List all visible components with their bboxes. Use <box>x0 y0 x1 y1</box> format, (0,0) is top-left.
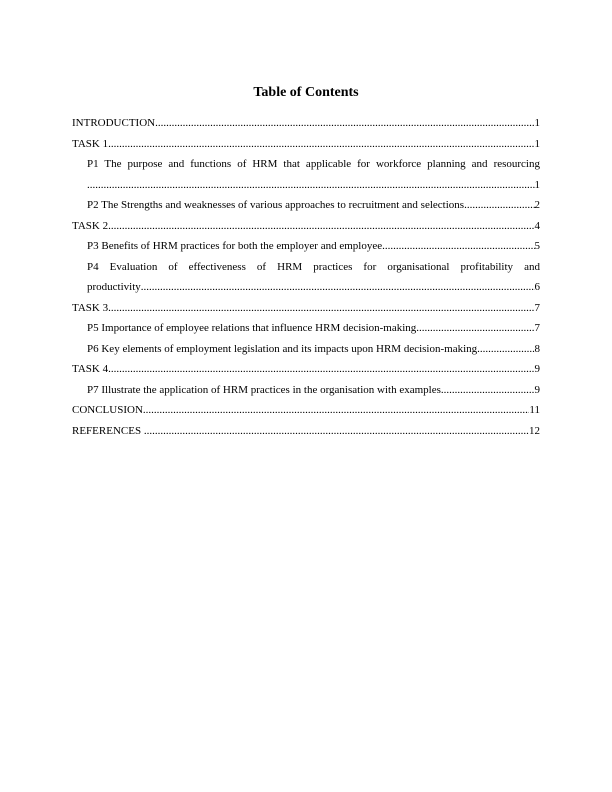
toc-page-number: 7 <box>534 301 540 314</box>
toc-entry-task-3[interactable] <box>72 298 540 319</box>
toc-dot-leader <box>382 236 534 257</box>
toc-page-number: 5 <box>534 240 540 252</box>
toc-dot-leader <box>141 277 535 298</box>
toc-entry-label: P2 The Strengths and weaknesses of various approaches to recruitment and selections <box>87 199 465 211</box>
toc-entry-p1[interactable] <box>72 154 540 195</box>
toc-entry-label: P5 Importance of employee relations that influence HRM decision-making <box>87 322 417 334</box>
toc-dot-leader <box>87 175 535 196</box>
toc-page-number: 1 <box>534 178 540 191</box>
toc-entry-references[interactable] <box>72 421 540 442</box>
toc-dot-leader <box>155 113 534 134</box>
toc-entry-p6[interactable] <box>72 339 540 360</box>
toc-entry-label: REFERENCES <box>72 424 144 437</box>
toc-entry-label: P4 Evaluation of effectiveness of HRM practices for organisational profitability and <box>87 260 540 273</box>
toc-dot-leader <box>143 400 530 421</box>
toc-entry-conclusion[interactable] <box>72 400 540 421</box>
toc-entry-p5[interactable] <box>72 318 540 339</box>
toc-title: Table of Contents <box>253 85 359 100</box>
toc-entry-label: TASK 1 <box>72 137 109 150</box>
toc-entry-p2[interactable] <box>72 195 540 216</box>
toc-entry-p3[interactable] <box>72 236 540 257</box>
toc-entry-p4[interactable] <box>72 257 540 298</box>
toc-dot-leader <box>144 421 529 442</box>
toc-entry-label: TASK 4 <box>72 363 109 375</box>
table-of-contents <box>72 84 540 441</box>
toc-dot-leader <box>441 380 535 401</box>
toc-dot-leader <box>108 359 534 380</box>
toc-entry-label-continued: productivity <box>87 281 141 293</box>
toc-entry-task-2[interactable] <box>72 216 540 237</box>
toc-dot-leader <box>477 339 534 360</box>
toc-dot-leader <box>464 195 534 216</box>
toc-page-number: 9 <box>534 383 540 396</box>
toc-page-number: 1 <box>534 117 540 129</box>
toc-dot-leader <box>108 216 534 237</box>
toc-entry-label: P6 Key elements of employment legislation and its impacts upon HRM decision-making <box>87 342 478 355</box>
toc-page-number: 7 <box>534 322 540 334</box>
toc-page-number: 9 <box>534 363 540 375</box>
toc-page-number: 2 <box>534 199 540 211</box>
toc-dot-leader <box>108 298 534 319</box>
toc-entry-label: P3 Benefits of HRM practices for both the employer and employee <box>87 240 383 252</box>
toc-page-number: 11 <box>529 404 540 416</box>
toc-page-number: 12 <box>529 424 540 437</box>
toc-dot-leader <box>416 318 534 339</box>
toc-entry-p7[interactable] <box>72 380 540 401</box>
toc-page-number: 6 <box>534 281 540 293</box>
toc-entry-label: TASK 2 <box>72 219 109 232</box>
toc-page-number: 8 <box>534 342 540 355</box>
toc-page-number: 1 <box>534 137 540 150</box>
toc-page-number: 4 <box>534 219 540 232</box>
toc-entry-label: TASK 3 <box>72 301 109 314</box>
toc-entry-label: P7 Illustrate the application of HRM practices in the organisation with examples <box>87 383 441 396</box>
toc-entry-task-1[interactable] <box>72 134 540 155</box>
toc-entry-task-4[interactable] <box>72 359 540 380</box>
toc-entry-label: CONCLUSION <box>72 404 143 416</box>
toc-dot-leader <box>108 134 534 155</box>
toc-entry-label: P1 The purpose and functions of HRM that applicable for workforce planning and resourcing <box>87 158 540 170</box>
toc-entry-introduction[interactable] <box>72 113 540 134</box>
toc-entry-label: INTRODUCTION <box>72 117 156 129</box>
